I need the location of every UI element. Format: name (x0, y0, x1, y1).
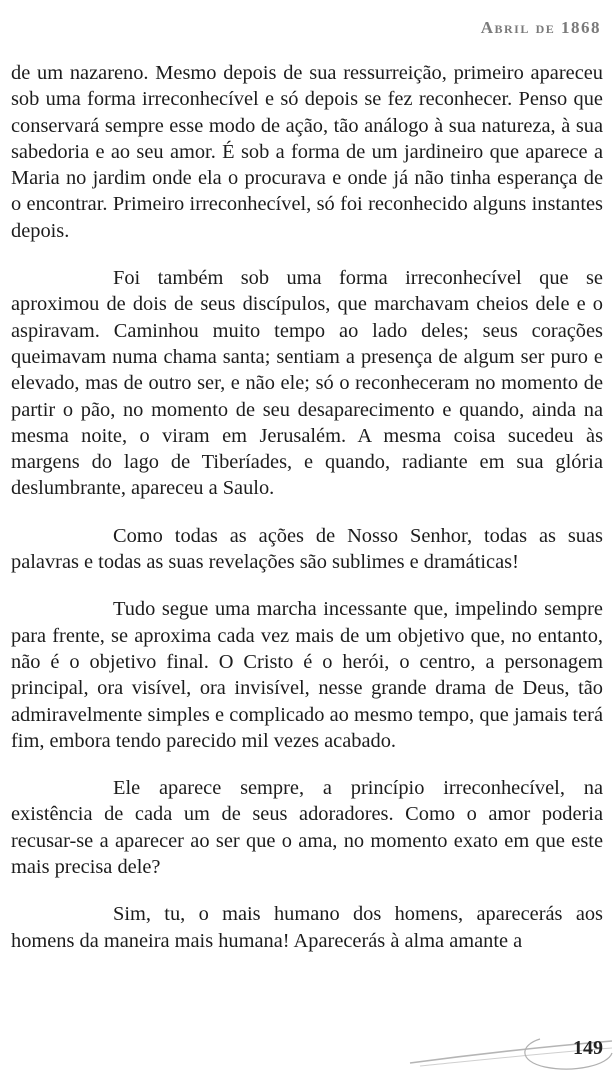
running-header: Abril de 1868 (480, 18, 601, 37)
paragraph-5: Ele aparece sempre, a princípio irreconhecível, na existência de cada um de seus adoradores. Como o amor poderia recusar-se a aparecer ao ser que o ama, no momento exato em que este mais precisa dele? (11, 777, 603, 879)
page-footer (0, 1025, 615, 1075)
swoosh-ornament-icon (0, 1025, 615, 1075)
paragraph-2: Foi também sob uma forma irreconhecível que se aproximou de dois de seus discípulos, que marchavam cheios dele e o aspiravam. Caminhou muito tempo ao lado deles; seus corações queimavam numa chama santa; sentiam a presença de algum ser puro e elevado, mas de outro ser, e não ele; só o reconheceram no momento de partir o pão, no momento de seu desaparecimento e quando, ainda na mesma noite, o viram em Jerusalém. A mesma coisa sucedeu às margens do lago de Tiberíades, e quando, radiante em sua glória deslumbrante, apareceu a Saulo. (11, 267, 603, 500)
body-text (11, 60, 603, 975)
paragraph-1: de um nazareno. Mesmo depois de sua ressurreição, primeiro apareceu sob uma forma irreconhecível e só depois se fez reconhecer. Penso que conservará sempre esse modo de ação, tão análogo à sua natureza, à sua sabedoria e ao seu amor. É sob a forma de um jardineiro que aparece a Maria no jardim onde ela o procurava e onde já não tinha esperança de o encontrar. Primeiro irreconhecível, só foi reconhecido alguns instantes depois. (11, 62, 603, 242)
paragraph-4: Tudo segue uma marcha incessante que, impelindo sempre para frente, se aproxima cada vez mais de um objetivo que, no entanto, não é o objetivo final. O Cristo é o herói, o centro, a personagem principal, ora visível, ora invisível, nesse grande drama de Deus, tão admiravelmente simples e complicado ao mesmo tempo, que jamais terá fim, embora tendo parecido mil vezes acabado. (11, 598, 603, 752)
paragraph-3: Como todas as ações de Nosso Senhor, todas as suas palavras e todas as suas revelações são sublimes e dramáticas! (11, 524, 603, 574)
page-number: 149 (573, 1037, 603, 1059)
paragraph-6: Sim, tu, o mais humano dos homens, aparecerás aos homens da maneira mais humana! Aparecerás à alma amante a (11, 903, 603, 952)
